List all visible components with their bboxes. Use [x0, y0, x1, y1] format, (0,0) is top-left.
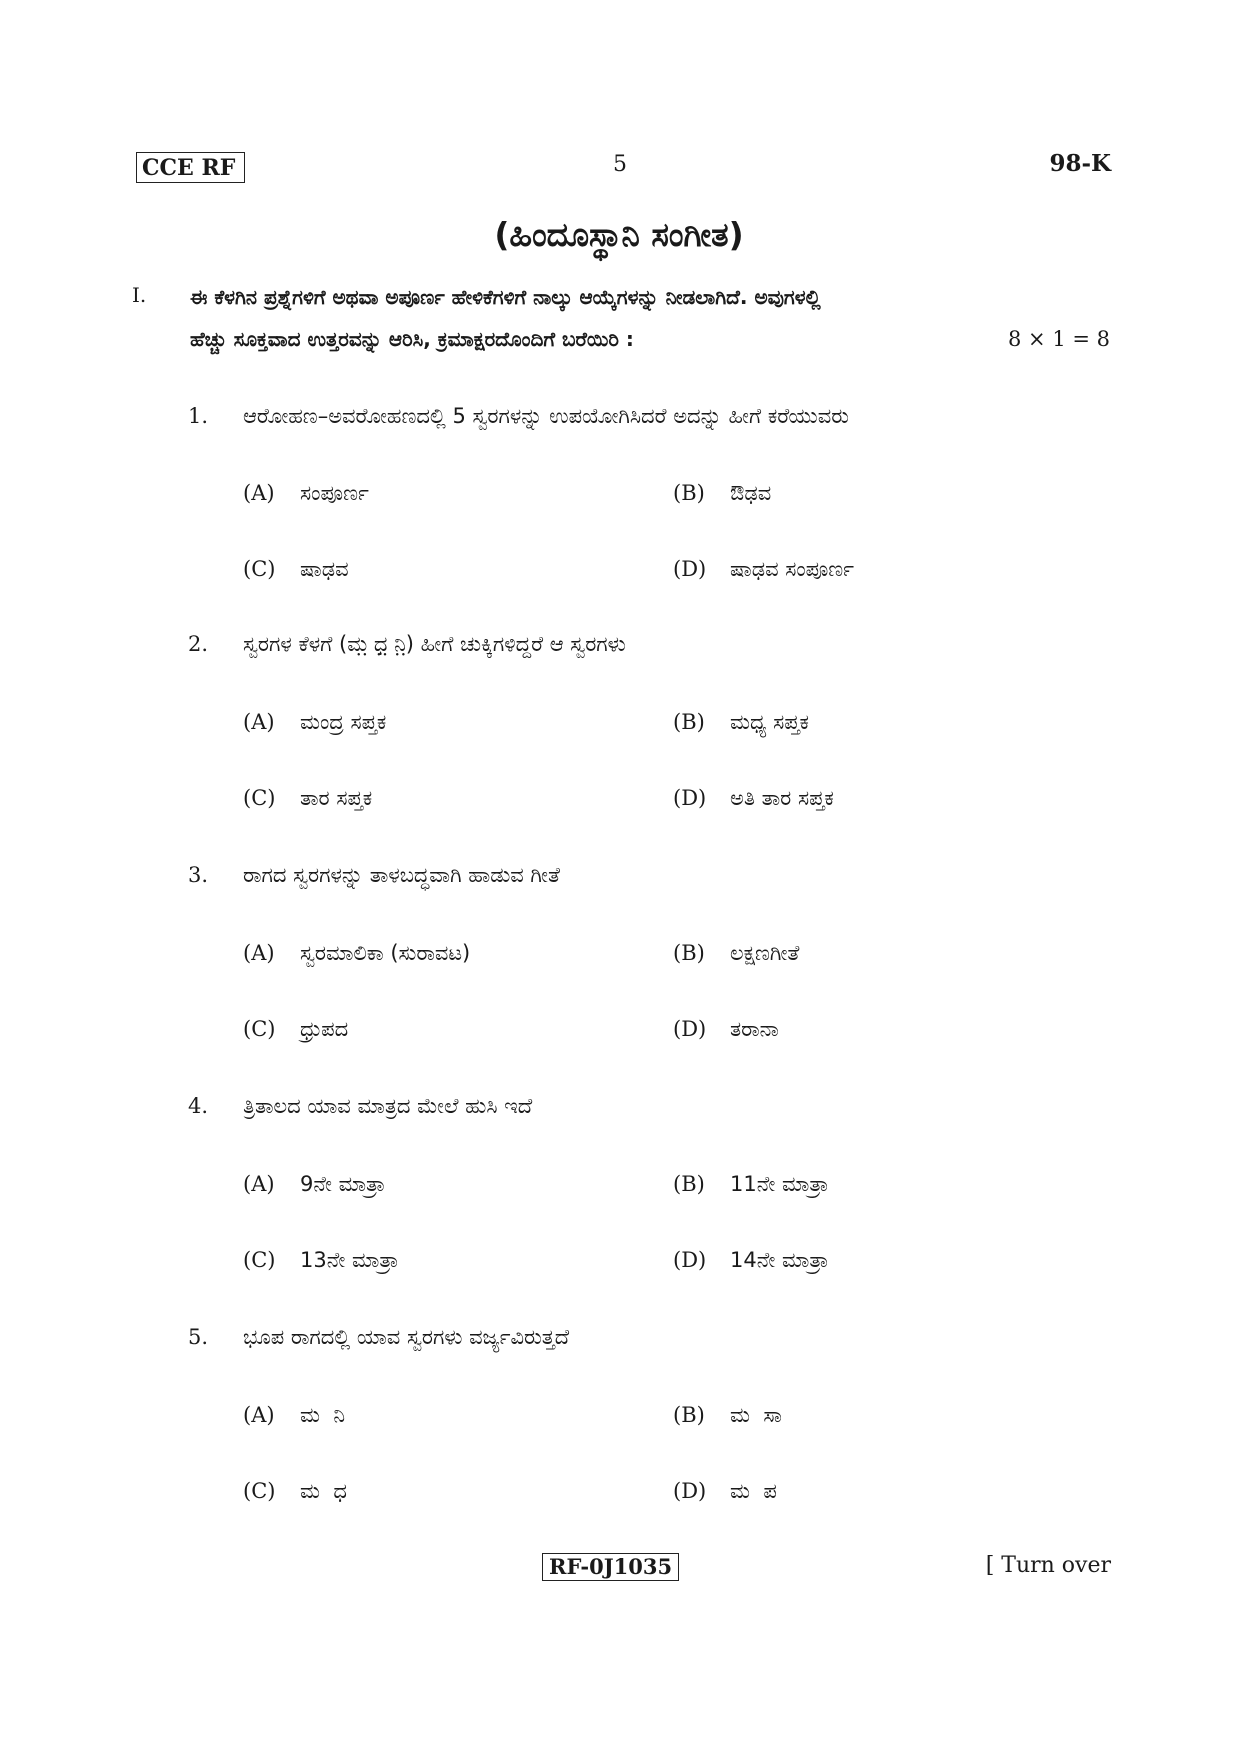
option-label: (C) — [243, 786, 276, 810]
option-d — [673, 1248, 829, 1273]
option-label: (B) — [673, 710, 705, 734]
option-label: (C) — [243, 557, 276, 581]
option-text: 9ನೇ ಮಾತ್ರಾ — [300, 1172, 386, 1196]
option-text: 13ನೇ ಮಾತ್ರಾ — [300, 1248, 399, 1272]
option-b — [673, 1172, 829, 1197]
option-d — [673, 557, 854, 582]
option-text: 14ನೇ ಮಾತ್ರಾ — [730, 1248, 829, 1272]
question-number: 3. — [188, 863, 209, 887]
option-label: (B) — [673, 941, 705, 965]
option-d — [673, 786, 834, 811]
marks-allocation: 8 × 1 = 8 — [1008, 327, 1110, 351]
option-a — [243, 481, 369, 506]
page-title: (ಹಿಂದೂಸ್ಥಾನಿ ಸಂಗೀತ) — [494, 215, 744, 254]
option-text: ಧ್ರುಪದ — [300, 1017, 349, 1041]
option-b — [673, 941, 799, 966]
question-text: ಆರೋಹಣ–ಅವರೋಹಣದಲ್ಲಿ 5 ಸ್ವರಗಳನ್ನು ಉಪಯೋಗಿಸಿದರೆ ಅದನ್ನು ಹೀಗೆ ಕರೆಯುವರು — [243, 404, 849, 428]
option-label: (A) — [243, 941, 275, 965]
option-text: ಅತಿ ತಾರ ಸಪ್ತಕ — [730, 786, 834, 810]
paper-code: 98-K — [1049, 150, 1111, 177]
option-text: ಮಧ್ಯ ಸಪ್ತಕ — [730, 710, 809, 734]
option-label: (D) — [673, 1479, 707, 1503]
option-c — [243, 557, 349, 582]
option-label: (D) — [673, 1017, 707, 1041]
footer-code-box: RF-0J1035 — [542, 1553, 679, 1581]
option-text: ಷಾಢವ ಸಂಪೂರ್ಣ — [730, 557, 855, 581]
option-text: ಲಕ್ಷಣಗೀತೆ — [730, 941, 800, 965]
option-text: ಮ ಧ — [300, 1479, 347, 1503]
option-text: 11ನೇ ಮಾತ್ರಾ — [730, 1172, 829, 1196]
question-number: 1. — [188, 404, 209, 428]
option-c — [243, 1248, 399, 1273]
instruction-line-1: ಈ ಕೆಳಗಿನ ಪ್ರಶ್ನೆಗಳಿಗೆ ಅಥವಾ ಅಪೂರ್ಣ ಹೇಳಿಕೆಗಳಿಗೆ ನಾಲ್ಕು ಆಯ್ಕೆಗಳನ್ನು ನೀಡಲಾಗಿದೆ. ಅವುಗಳಲ್ಲಿ — [190, 285, 821, 309]
option-label: (D) — [673, 1248, 707, 1272]
question-text: ರಾಗದ ಸ್ವರಗಳನ್ನು ತಾಳಬದ್ಧವಾಗಿ ಹಾಡುವ ಗೀತೆ — [243, 863, 560, 887]
header-code-box: CCE RF — [136, 152, 245, 183]
option-text: ಮಂದ್ರ ಸಪ್ತಕ — [300, 710, 387, 734]
option-c — [243, 786, 372, 811]
option-label: (A) — [243, 1403, 275, 1427]
question-number: 5. — [188, 1325, 209, 1349]
turn-over-note: [ Turn over — [985, 1553, 1111, 1578]
option-a — [243, 1403, 345, 1428]
question-number: 4. — [188, 1094, 209, 1118]
option-label: (A) — [243, 710, 275, 734]
option-d — [673, 1017, 779, 1042]
option-label: (D) — [673, 557, 707, 581]
page-number: 5 — [613, 152, 627, 177]
section-instructions — [190, 276, 1110, 360]
question-number: 2. — [188, 632, 209, 656]
option-a — [243, 1172, 385, 1197]
option-a — [243, 941, 470, 966]
question-text: ಸ್ವರಗಳ ಕೆಳಗೆ (ಮ಼ ಧ಼ ನಿ಼) ಹೀಗೆ ಚುಕ್ಕಿಗಳಿದ್ದರೆ ಆ ಸ್ವರಗಳು — [243, 632, 626, 656]
option-text: ತರಾನಾ — [730, 1017, 779, 1041]
option-text: ತಾರ ಸಪ್ತಕ — [300, 786, 373, 810]
option-label: (D) — [673, 786, 707, 810]
option-text: ಸಂಪೂರ್ಣ — [300, 481, 369, 505]
option-text: ಸ್ವರಮಾಲಿಕಾ (ಸುರಾವಟ) — [300, 941, 471, 965]
option-label: (B) — [673, 1403, 705, 1427]
option-label: (C) — [243, 1479, 276, 1503]
option-label: (B) — [673, 481, 705, 505]
option-text: ಷಾಢವ — [300, 557, 349, 581]
option-label: (C) — [243, 1248, 276, 1272]
option-label: (C) — [243, 1017, 276, 1041]
option-b — [673, 710, 809, 735]
option-b — [673, 481, 771, 506]
section-number: I. — [132, 283, 147, 307]
option-text: ಮ ಪ — [730, 1479, 777, 1503]
instruction-line-2: ಹೆಚ್ಚು ಸೂಕ್ತವಾದ ಉತ್ತರವನ್ನು ಆರಿಸಿ, ಕ್ರಮಾಕ್ಷರದೊಂದಿಗೆ ಬರೆಯಿರಿ : — [190, 327, 634, 351]
option-c — [243, 1479, 347, 1504]
option-label: (A) — [243, 481, 275, 505]
option-label: (A) — [243, 1172, 275, 1196]
option-c — [243, 1017, 348, 1042]
option-d — [673, 1479, 777, 1504]
option-text: ಮ ಸಾ — [730, 1403, 782, 1427]
option-text: ಮ ನಿ — [300, 1403, 345, 1427]
option-a — [243, 710, 386, 735]
option-text: ಔಢವ — [730, 481, 772, 505]
option-label: (B) — [673, 1172, 705, 1196]
question-text: ತ್ರಿತಾಲದ ಯಾವ ಮಾತ್ರದ ಮೇಲೆ ಹುಸಿ ಇದೆ — [243, 1094, 533, 1118]
option-b — [673, 1403, 782, 1428]
question-text: ಭೂಪ ರಾಗದಲ್ಲಿ ಯಾವ ಸ್ವರಗಳು ವರ್ಜ್ಯವಿರುತ್ತದೆ — [243, 1325, 570, 1349]
